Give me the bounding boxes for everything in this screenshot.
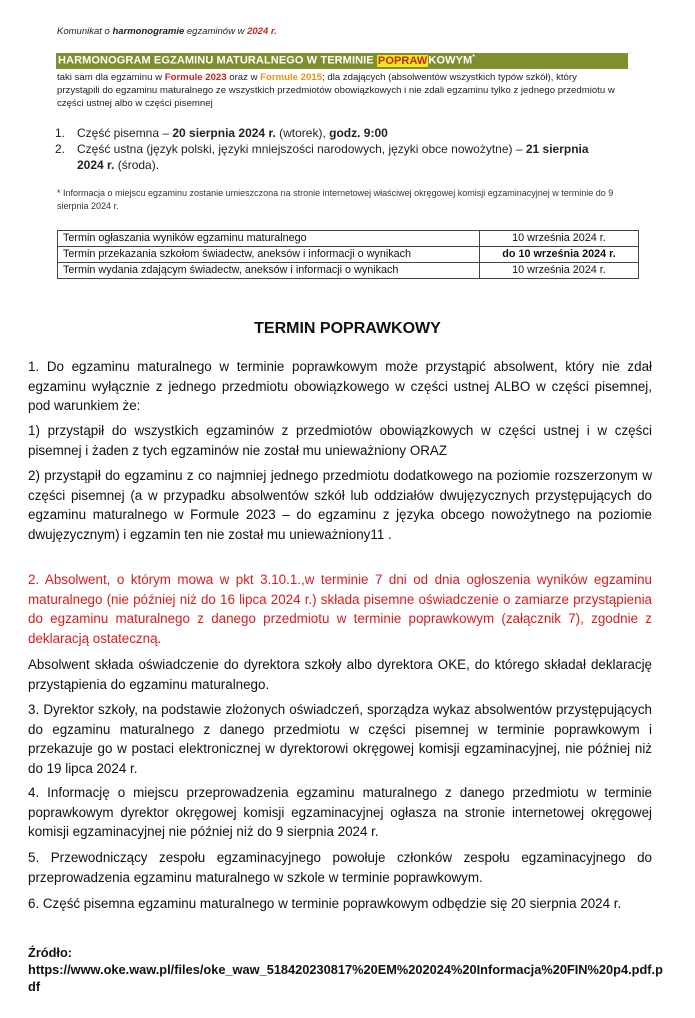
paragraph-4: 4. Informację o miejscu przeprowadzenia egzaminu maturalnego z danego przedmiotu w terminie poprawkowym dyrektor okręgowej komisji egzaminacyjnej ogłasza na stronie internetowej okręgowej komisji egzaminacyjnej nie później niż do 9 sierpnia 2024 r. (28, 785, 652, 840)
table-row (58, 247, 639, 263)
paragraph-condition-2: 2) przystąpił do egzaminu z co najmniej jednego przedmiotu dodatkowego na poziomie rozszerzonym w części pisemnej (a w przypadku absolwentów szkół lub oddziałów dwujęzycznych przystępujących do egzaminu maturalnego w Formule 2023 – do egzaminu z języka obcego nowożytnego na poziomie dwujęzycznym) i egzamin ten nie został mu unieważniony11 . (28, 468, 652, 542)
paragraph-2-note: Absolwent składa oświadczenie do dyrektora szkoły albo dyrektora OKE, do którego składał deklarację przystąpienia do egzaminu maturalnego. (28, 657, 652, 692)
source-label: Źródło: (28, 945, 73, 960)
table-row (58, 231, 639, 247)
table-cell-label: Termin przekazania szkołom świadectw, aneksów i informacji o wynikach (58, 247, 480, 263)
table-cell-label: Termin wydania zdającym świadectw, aneksów i informacji o wynikach (58, 263, 480, 279)
paragraph-condition-1: 1) przystąpił do wszystkich egzaminów z przedmiotów obowiązkowych w części ustnej i w części pisemnej i żaden z tych egzaminów nie został mu unieważniony ORAZ (28, 423, 652, 458)
page-title: TERMIN POPRAWKOWY (254, 320, 441, 337)
table-cell-date: do 10 września 2024 r. (480, 247, 639, 263)
results-dates-table (57, 230, 639, 279)
header-note: Komunikat o harmonogramie egzaminów w 2024 r. (57, 26, 277, 37)
schedule-footnote: * Informacja o miejscu egzaminu zostanie umieszczona na stronie internetowej właściwej okręgowej komisji egzaminacyjnej w terminie do 9 sierpnia 2024 r. (57, 188, 614, 211)
paragraph-1: 1. Do egzaminu maturalnego w terminie poprawkowym może przystąpić absolwent, który nie zdał egzaminu wyłącznie z jednego przedmiotu obowiązkowego w części ustnej ALBO w części pisemnej, pod warunkiem że: (28, 359, 652, 414)
paragraph-5: 5. Przewodniczący zespołu egzaminacyjnego powołuje członków zespołu egzaminacyjnego do przeprowadzenia egzaminu maturalnego w szkole w terminie poprawkowym. (28, 850, 652, 885)
source-citation (28, 944, 668, 995)
table-cell-date: 10 września 2024 r. (480, 263, 639, 279)
schedule-description: taki sam dla egzaminu w Formule 2023 oraz w Formule 2015; dla zdających (absolwentów wszystkich typów szkół), który przystąpili do egzaminu maturalnego ze wszystkich przedmiotów obowiązkowych i nie zdali egzaminu tylko z jednego przedmiotu w części ustnej albo w części pisemnej (57, 72, 615, 110)
schedule-list (55, 125, 615, 173)
paragraph-2: 2. Absolwent, o którym mowa w pkt 3.10.1.,w terminie 7 dni od dnia ogłoszenia wyników egzaminu maturalnego (nie później niż do 16 lipca 2024 r.) składa pisemne oświadczenie o zamiarze przystąpienia do egzaminu maturalnego z danego przedmiotu w terminie poprawkowym (załącznik 7), zgodnie z deklaracją ostateczną. (28, 572, 652, 646)
schedule-title: HARMONOGRAM EGZAMINU MATURALNEGO W TERMINIE POPRAWKOWYM* (58, 54, 476, 67)
source-link[interactable]: https://www.oke.waw.pl/files/oke_waw_518420230817%20EM%202024%20Informacja%20FIN%20p4.pdf.pdf (28, 962, 663, 994)
paragraph-3: 3. Dyrektor szkoły, na podstawie złożonych oświadczeń, sporządza wykaz absolwentów przystępujących do egzaminu maturalnego z danego przedmiotu w części pisemnej w terminie poprawkowym i przekazuje go w postaci elektronicznej w dyrektorowi okręgowej komisji egzaminacyjnej, nie później niż do 19 lipca 2024 r. (28, 702, 652, 776)
table-cell-label: Termin ogłaszania wyników egzaminu maturalnego (58, 231, 480, 247)
schedule-item-oral: 2. Część ustna (język polski, języki mniejszości narodowych, języki obce nowożytne) – 21 sierpnia 2024 r. (środa). (55, 142, 589, 172)
table-cell-date: 10 września 2024 r. (480, 231, 639, 247)
paragraph-6: 6. Część pisemna egzaminu maturalnego w terminie poprawkowym odbędzie się 20 sierpnia 2024 r. (28, 896, 622, 911)
schedule-item-written: 1. Część pisemna – 20 sierpnia 2024 r. (wtorek), godz. 9:00 (55, 126, 388, 140)
table-row (58, 263, 639, 279)
